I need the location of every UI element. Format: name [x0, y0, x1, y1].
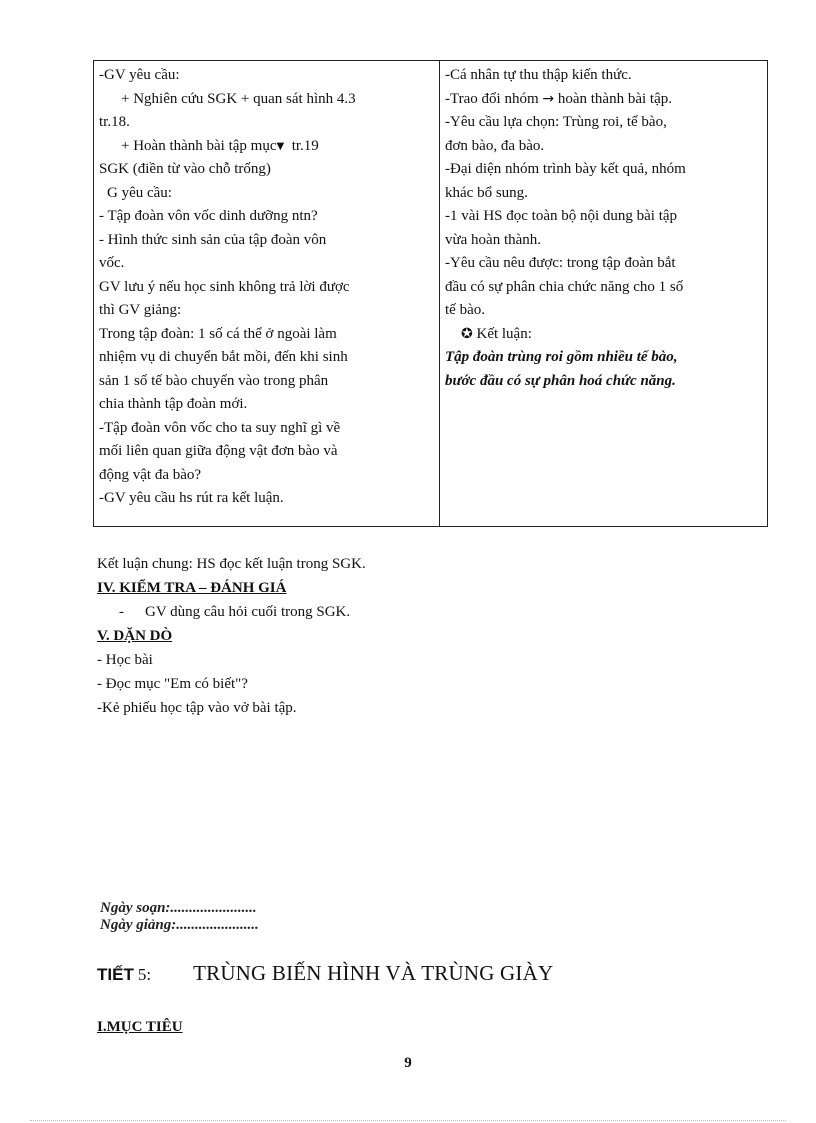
left-line: vốc. [99, 255, 125, 271]
right-line: khác bổ sung. [445, 184, 528, 201]
section-4-item-text: GV dùng câu hỏi cuối trong SGK. [145, 604, 351, 620]
left-line-text: + Hoàn thành bài tập mục [121, 137, 277, 154]
lesson-dates [100, 900, 259, 934]
bullet-dash: - [119, 604, 124, 620]
page-bottom-divider [30, 1120, 786, 1121]
left-line: thì GV giảng: [99, 302, 182, 318]
student-activity-cell [440, 61, 768, 527]
page-number: 9 [404, 1055, 412, 1071]
left-line: tr.18. [99, 114, 130, 130]
right-line: vừa hoàn thành. [445, 231, 542, 248]
conclusion-label-line [445, 323, 762, 347]
conclusion-text: Tập đoàn trùng roi gồm nhiều tế bào, [445, 349, 678, 365]
right-line [445, 88, 762, 112]
right-line: -Cá nhân tự thu thập kiến thức. [445, 67, 632, 83]
lesson-table [93, 60, 768, 527]
section-5-item: - Đọc mục "Em có biết"? [97, 676, 248, 692]
objective-heading: I.MỤC TIÊU [97, 1019, 183, 1035]
section-4-heading: IV. KIỂM TRA – ĐÁNH GIÁ [97, 580, 287, 596]
star-circle-icon: ✪ [461, 325, 473, 342]
right-line: -Yêu cầu nêu được: trong tập đoàn bắt [445, 255, 676, 271]
lesson-title-text: TRÙNG BIẾN HÌNH VÀ TRÙNG GIÀY [193, 961, 554, 985]
left-line: + Nghiên cứu SGK + quan sát hình 4.3 [121, 90, 356, 107]
left-line: G yêu cầu: [107, 184, 172, 201]
left-line: -GV yêu cầu hs rút ra kết luận. [99, 490, 284, 506]
left-line [99, 135, 434, 159]
right-line: -Yêu cầu lựa chọn: Trùng roi, tế bào, [445, 114, 667, 130]
triangle-down-icon: ▼ [276, 140, 285, 152]
lesson-footer [97, 552, 366, 720]
lesson-label: TIẾT [97, 965, 134, 984]
taught-date: Ngày giảng:...................... [100, 917, 259, 933]
left-line: - Hình thức sinh sản của tập đoàn vôn [99, 231, 327, 248]
left-line: động vật đa bào? [99, 466, 202, 483]
right-line: -Đại diện nhóm trình bày kết quả, nhóm [445, 161, 686, 177]
right-line-text: -Trao đổi nhóm [445, 90, 539, 107]
left-line: -GV yêu cầu: [99, 67, 180, 83]
left-line: -Tập đoàn vôn vốc cho ta suy nghĩ gì về [99, 419, 341, 436]
arrow-right-icon: → [542, 90, 555, 107]
section-5-item: -Kẻ phiếu học tập vào vở bài tập. [97, 700, 297, 716]
right-line: đơn bào, đa bào. [445, 137, 545, 154]
left-line: Trong tập đoàn: 1 số cá thể ở ngoài làm [99, 325, 337, 342]
right-line: -1 vài HS đọc toàn bộ nội dung bài tập [445, 208, 678, 224]
right-line: tế bào. [445, 302, 485, 318]
right-line: đầu có sự phân chia chức năng cho 1 số [445, 278, 684, 295]
conclusion-label: Kết luận: [476, 325, 532, 342]
left-line: mối liên quan giữa động vật đơn bào và [99, 443, 338, 459]
left-line: sản 1 số tế bào chuyển vào trong phân [99, 372, 329, 389]
left-line: - Tập đoàn vôn vốc dinh dưỡng ntn? [99, 208, 318, 224]
prepared-date: Ngày soạn:....................... [100, 900, 257, 916]
left-line: GV lưu ý nếu học sinh không trả lời được [99, 278, 350, 295]
general-conclusion: Kết luận chung: HS đọc kết luận trong SGK. [97, 556, 366, 572]
section-4-item [97, 600, 366, 624]
section-5-item: - Học bài [97, 652, 153, 668]
section-5-heading: V. DẶN DÒ [97, 628, 173, 644]
lesson-number: 5: [137, 965, 152, 984]
left-line: nhiệm vụ di chuyển bắt mồi, đến khi sinh [99, 349, 348, 365]
teacher-activity-cell [94, 61, 440, 527]
left-line: chia thành tập đoàn mới. [99, 396, 248, 412]
left-line: SGK (điền từ vào chỗ trống) [99, 161, 271, 177]
right-line-text: hoàn thành bài tập. [557, 90, 672, 107]
left-line-text: tr.19 [291, 137, 319, 154]
conclusion-text: bước đầu có sự phân hoá chức năng. [445, 372, 676, 389]
lesson-title [97, 962, 553, 989]
